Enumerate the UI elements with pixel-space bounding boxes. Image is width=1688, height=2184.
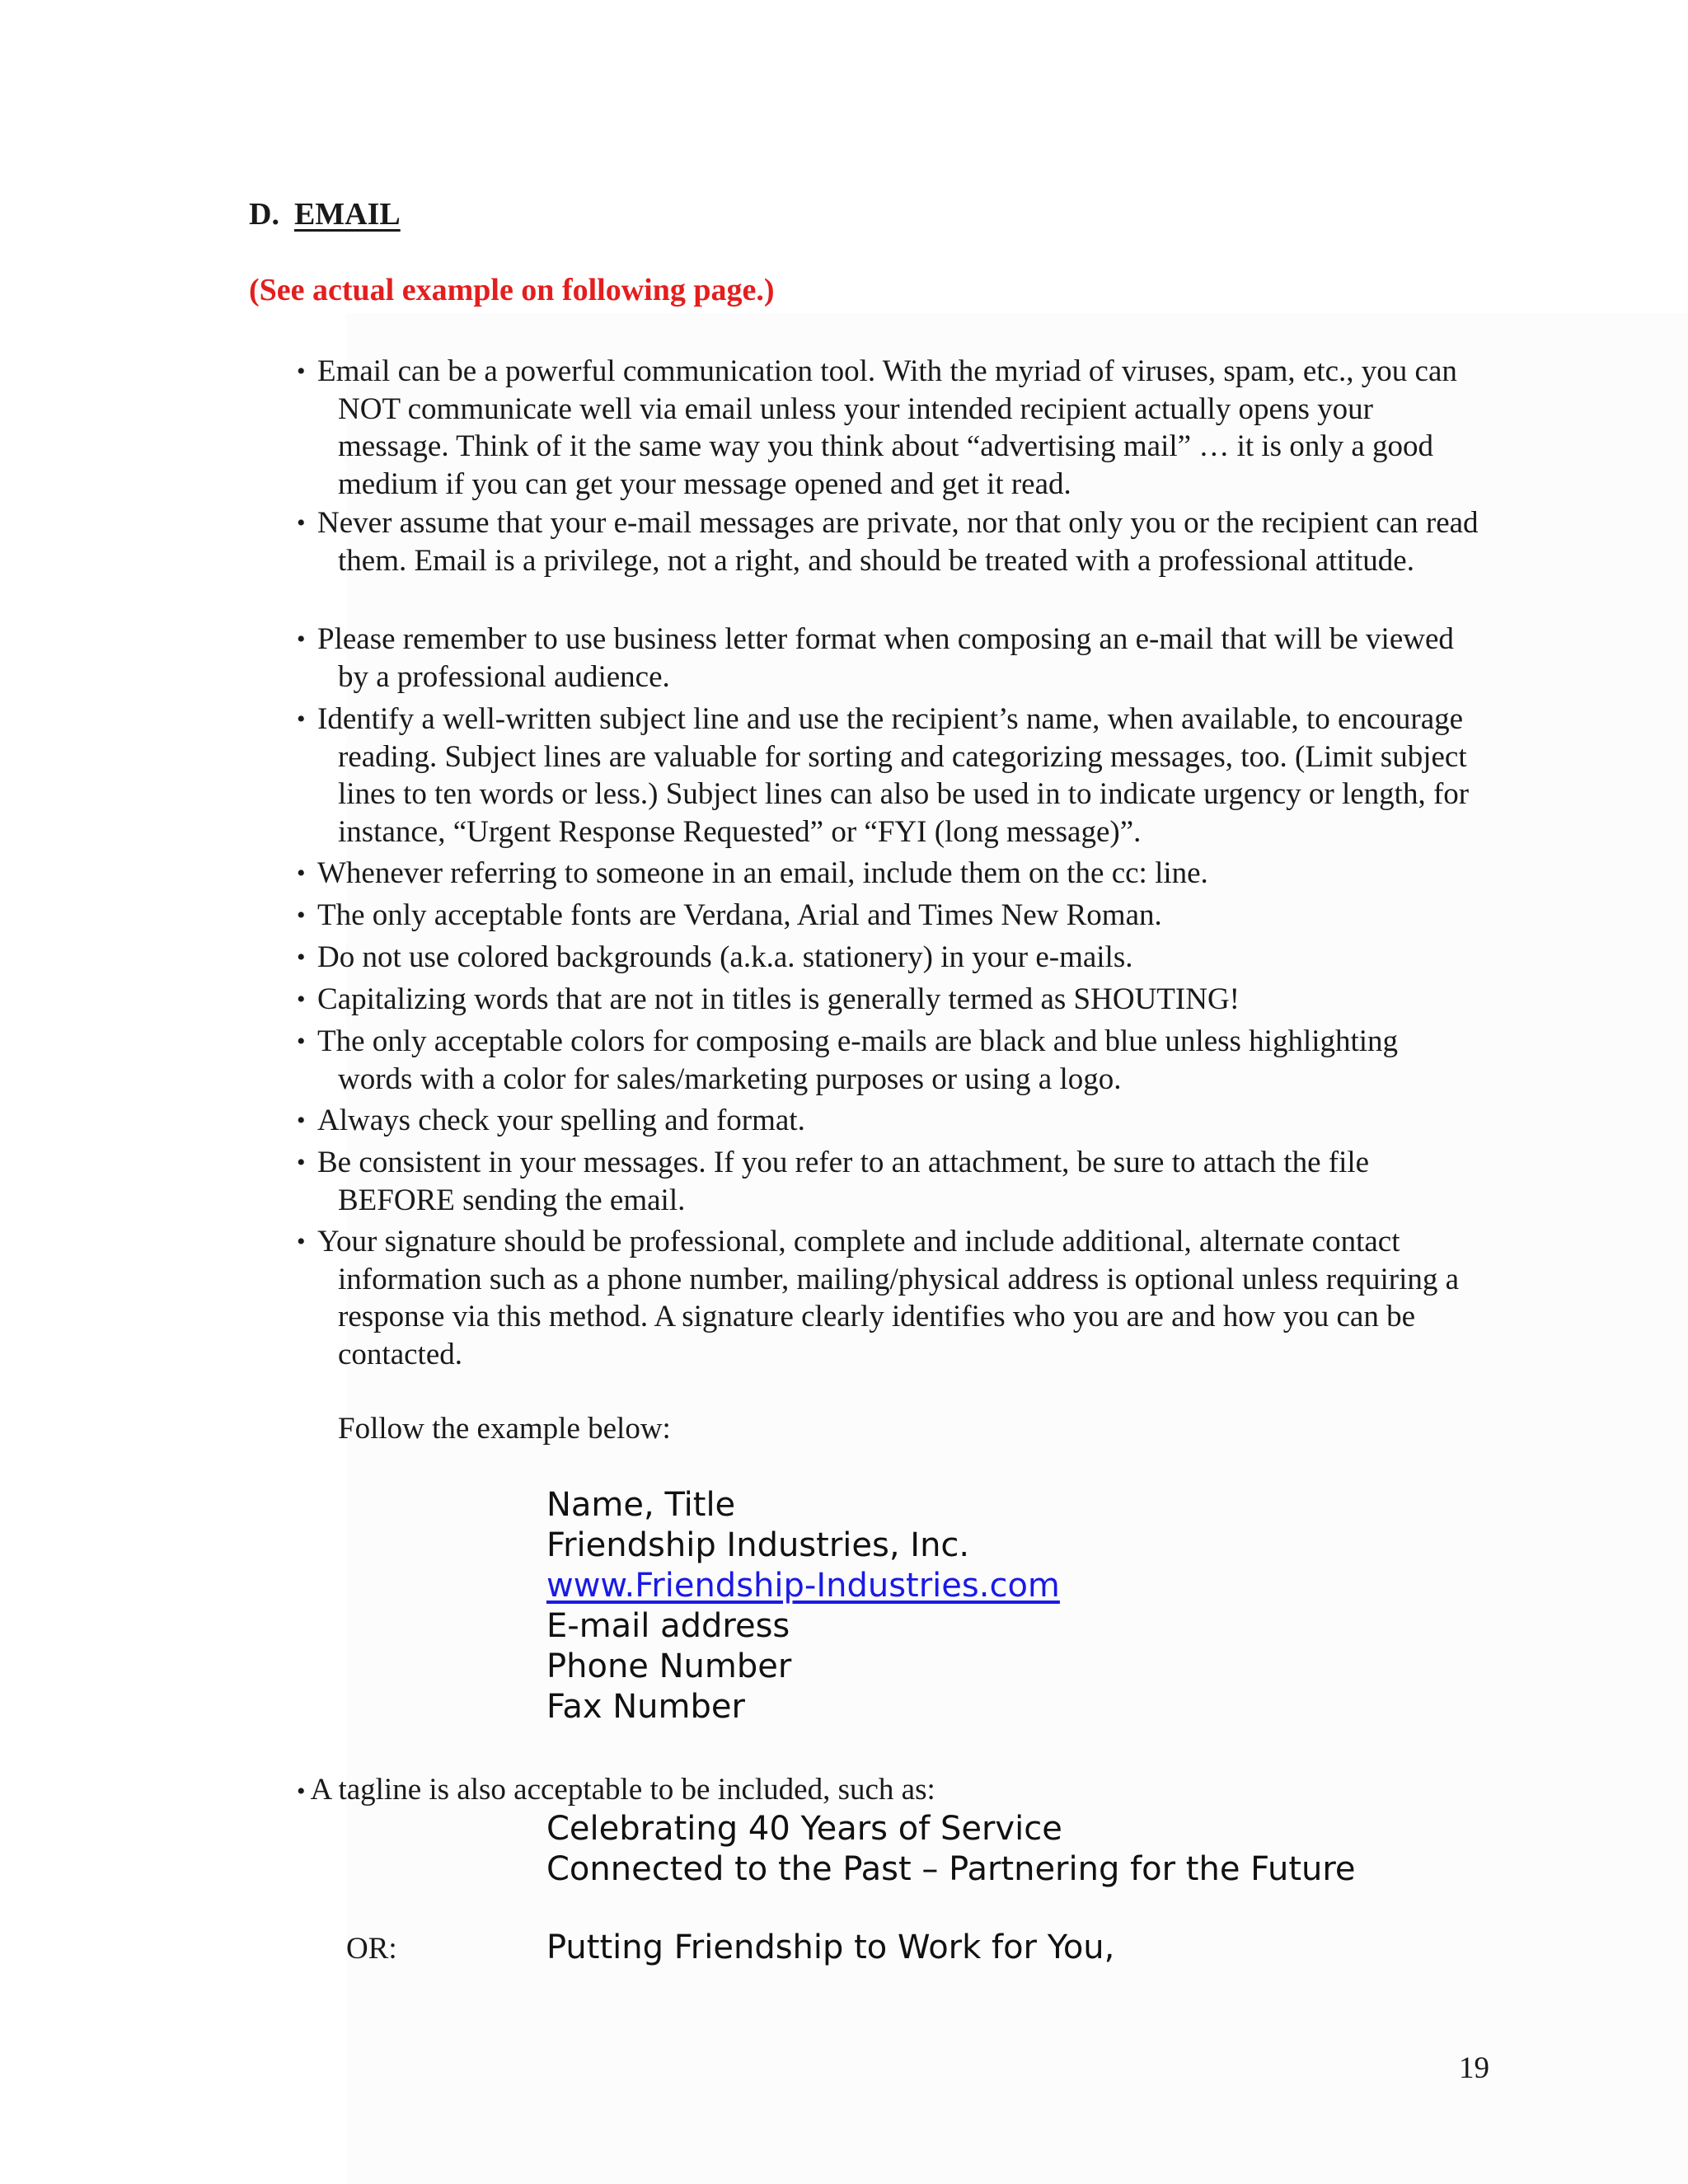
example-note: (See actual example on following page.) [249, 273, 775, 307]
list-item-text: Be consistent in your messages. If you refer to an attachment, be sure to attach the file BEFORE sending the email. [317, 1146, 1370, 1217]
follow-example-text: Follow the example below: [338, 1412, 671, 1446]
list-item [297, 701, 1500, 851]
list-item [297, 621, 1500, 696]
bullet-icon: • [297, 860, 306, 887]
bullet-icon: • [297, 509, 306, 537]
list-item [297, 855, 1500, 893]
or-label: OR: [346, 1932, 397, 1966]
bullet-icon: • [297, 1107, 306, 1134]
signature-phone: Phone Number [546, 1647, 792, 1685]
signature-example [546, 1485, 1060, 1727]
bullet-icon: • [297, 626, 306, 653]
list-item-text: The only acceptable fonts are Verdana, Arial and Times New Roman. [317, 898, 1162, 932]
list-item [297, 1223, 1500, 1373]
bullet-icon: • [297, 986, 306, 1013]
alternate-tagline: Putting Friendship to Work for You, [546, 1929, 1115, 1966]
tagline-example: Connected to the Past – Partnering for the Future [546, 1850, 1356, 1888]
list-item-text: Capitalizing words that are not in titles is generally termed as SHOUTING! [317, 982, 1240, 1016]
section-title: EMAIL [293, 197, 401, 232]
list-item [297, 1144, 1500, 1219]
list-item [297, 939, 1500, 977]
list-item [297, 1023, 1500, 1098]
page-number: 19 [1459, 2051, 1489, 2085]
bullet-icon: • [297, 944, 306, 971]
list-item-text: Always check your spelling and format. [317, 1104, 805, 1137]
bullet-icon: • [297, 1228, 306, 1255]
tagline-examples [546, 1809, 1356, 1890]
list-item [297, 1102, 1500, 1140]
bullet-icon: • [297, 705, 306, 733]
list-item-text: Please remember to use business letter format when composing an e-mail that will be viewed by a professional audience. [317, 622, 1454, 694]
bullet-icon: • [297, 1778, 306, 1805]
section-number: D. [249, 197, 279, 232]
signature-website-link[interactable]: www.Friendship-Industries.com [546, 1567, 1060, 1605]
signature-email: E-mail address [546, 1607, 790, 1645]
bullet-icon: • [297, 358, 306, 385]
list-item [297, 897, 1500, 935]
list-item-text: Email can be a powerful communication tool. With the myriad of viruses, spam, etc., you can NOT communicate well via email unless your intended recipient actually opens your message. Think of it the same way you think about “advertising mail” … it is only a good medium if you can get your message opened and get it read. [317, 354, 1457, 501]
tagline-intro-text: A tagline is also acceptable to be included, such as: [310, 1773, 935, 1807]
list-item-text: The only acceptable colors for composing e-mails are black and blue unless highlighting words with a color for sales/marketing purposes or using a logo. [317, 1024, 1399, 1096]
bullet-icon: • [297, 1149, 306, 1176]
signature-fax: Fax Number [546, 1688, 745, 1726]
tagline-example: Celebrating 40 Years of Service [546, 1810, 1062, 1848]
list-item-text: Never assume that your e-mail messages are private, nor that only you or the recipient can read them. Email is a privilege, not a right, and should be treated with a professional attitude. [317, 506, 1479, 578]
list-item-text: Your signature should be professional, complete and include additional, alternate contact information such as a phone number, mailing/physical address is optional unless requiring a response via this method. A signature clearly identifies who you are and how you can be contacted. [317, 1225, 1460, 1371]
list-item-text: Identify a well-written subject line and use the recipient’s name, when available, to encourage reading. Subject lines are valuable for sorting and categorizing messages, too. (Limit subject lines to ten words or less.) Subject lines can also be used in to indicate urgency or length, for instance, “Urgent Response Requested” or “FYI (long message)”. [317, 702, 1470, 849]
list-item-text: Do not use colored backgrounds (a.k.a. stationery) in your e-mails. [317, 940, 1133, 974]
list-item-text: Whenever referring to someone in an email, include them on the cc: line. [317, 856, 1208, 890]
section-heading [249, 196, 401, 232]
tagline-intro [297, 1772, 935, 1807]
bullet-icon: • [297, 1028, 306, 1055]
signature-company: Friendship Industries, Inc. [546, 1526, 970, 1564]
list-item [297, 353, 1500, 503]
signature-name-title: Name, Title [546, 1486, 736, 1524]
list-item [297, 981, 1500, 1019]
bullet-icon: • [297, 902, 306, 929]
list-item [297, 504, 1500, 579]
